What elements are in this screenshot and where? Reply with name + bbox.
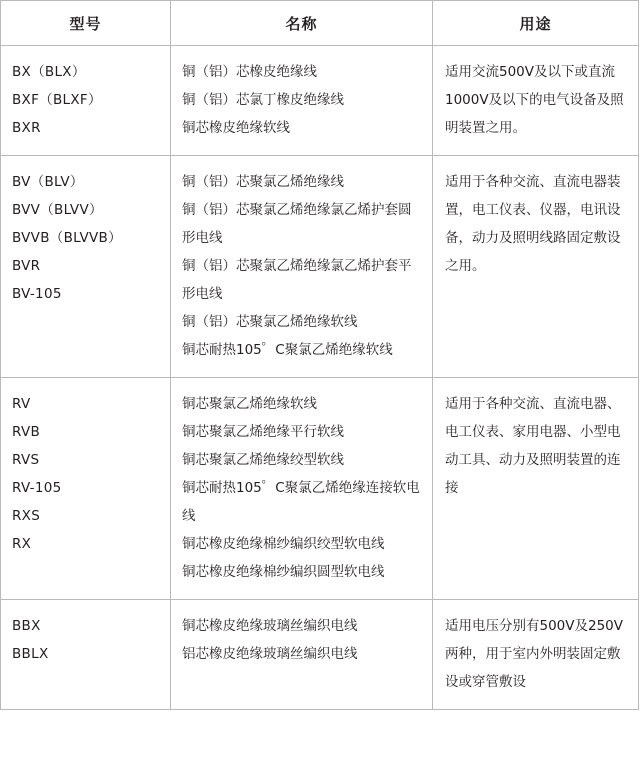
cell-model — [1, 600, 171, 710]
name-line: 铜芯聚氯乙烯绝缘绞型软线 — [182, 452, 344, 468]
cell-name — [171, 156, 433, 378]
use-text: 适用于各种交流、直流电器装置，电工仪表、仪器，电讯设备，动力及照明线路固定敷设之用。 — [445, 174, 621, 274]
model-line: BVV（BLVV） — [12, 202, 103, 218]
use-text: 适用交流500V及以下或直流1000V及以下的电气设备及照明装置之用。 — [445, 64, 624, 136]
column-header-name: 名称 — [171, 1, 433, 46]
name-line: 铜芯聚氯乙烯绝缘软线 — [182, 396, 317, 412]
table-header — [1, 1, 639, 46]
model-line: BBX — [12, 618, 41, 634]
name-line: 铜芯橡皮绝缘软线 — [182, 120, 290, 136]
use-text: 适用于各种交流、直流电器、电工仪表、家用电器、小型电动工具、动力及照明装置的连接 — [445, 396, 621, 496]
name-line: 铜芯橡皮绝缘棉纱编织绞型软电线 — [182, 536, 385, 552]
table-row — [1, 156, 639, 378]
cell-use — [433, 156, 639, 378]
cell-name — [171, 46, 433, 156]
name-line: 铜芯耐热105゜C聚氯乙烯绝缘软线 — [182, 342, 393, 358]
cell-name — [171, 378, 433, 600]
model-line: RXS — [12, 508, 41, 524]
model-line: BVVB（BLVVB） — [12, 230, 122, 246]
cell-use — [433, 600, 639, 710]
model-line: RX — [12, 536, 32, 552]
table-row — [1, 378, 639, 600]
table-row — [1, 600, 639, 710]
name-line: 铜芯耐热105゜C聚氯乙烯绝缘连接软电线 — [182, 480, 420, 524]
cell-use — [433, 378, 639, 600]
table-body — [1, 46, 639, 710]
cell-model — [1, 378, 171, 600]
model-line: RVS — [12, 452, 40, 468]
table-header-row — [1, 1, 639, 46]
name-line: 铜（铝）芯聚氯乙烯绝缘氯乙烯护套平形电线 — [182, 258, 412, 302]
column-header-model: 型号 — [1, 1, 171, 46]
name-line: 铜（铝）芯橡皮绝缘线 — [182, 64, 317, 80]
model-line: BV（BLV） — [12, 174, 84, 190]
name-line: 铜（铝）芯氯丁橡皮绝缘线 — [182, 92, 344, 108]
name-line: 铜（铝）芯聚氯乙烯绝缘线 — [182, 174, 344, 190]
name-line: 铜芯聚氯乙烯绝缘平行软线 — [182, 424, 344, 440]
model-line: BX（BLX） — [12, 64, 86, 80]
model-line: BXR — [12, 120, 41, 136]
use-text: 适用电压分别有500V及250V两种，用于室内外明装固定敷设或穿管敷设 — [445, 618, 624, 690]
cell-model — [1, 46, 171, 156]
name-line: 铜芯橡皮绝缘棉纱编织圆型软电线 — [182, 564, 385, 580]
cell-name — [171, 600, 433, 710]
model-line: RV — [12, 396, 31, 412]
name-line: 铜（铝）芯聚氯乙烯绝缘软线 — [182, 314, 358, 330]
name-line: 铜芯橡皮绝缘玻璃丝编织电线 — [182, 618, 358, 634]
model-line: BXF（BLXF） — [12, 92, 102, 108]
model-line: BVR — [12, 258, 41, 274]
cell-model — [1, 156, 171, 378]
name-line: 铜（铝）芯聚氯乙烯绝缘氯乙烯护套圆形电线 — [182, 202, 412, 246]
table-row — [1, 46, 639, 156]
cell-use — [433, 46, 639, 156]
model-line: BBLX — [12, 646, 49, 662]
name-line: 铝芯橡皮绝缘玻璃丝编织电线 — [182, 646, 358, 662]
model-line: BV-105 — [12, 286, 62, 302]
column-header-use: 用途 — [433, 1, 639, 46]
model-line: RVB — [12, 424, 41, 440]
model-line: RV-105 — [12, 480, 62, 496]
